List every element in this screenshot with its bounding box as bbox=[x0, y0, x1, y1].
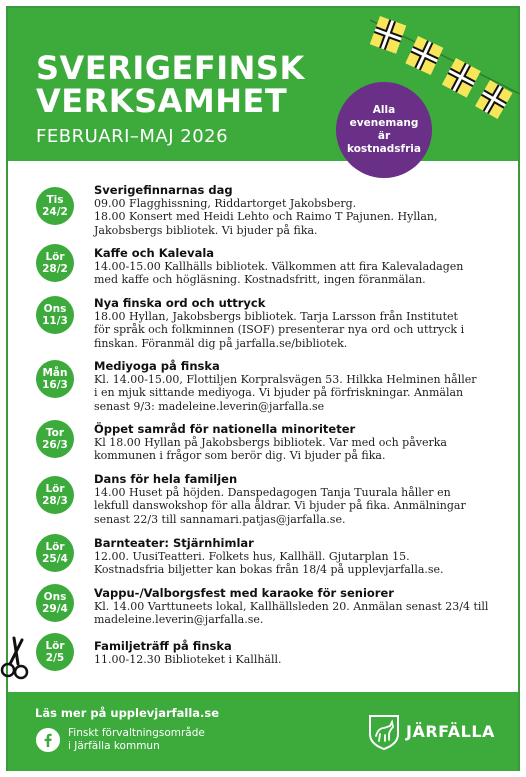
date-badge bbox=[36, 633, 74, 671]
page-subtitle: FEBRUARI–MAJ 2026 bbox=[36, 126, 229, 147]
event-description bbox=[94, 653, 494, 666]
event-line: senast 9/3: madeleine.leverin@jarfalla.se bbox=[94, 399, 325, 413]
facebook-text bbox=[68, 727, 205, 753]
date-value: 25/4 bbox=[42, 553, 68, 565]
facebook-line-2: i Järfälla kommun bbox=[68, 740, 160, 752]
date-day: Tor bbox=[45, 427, 65, 439]
date-day: Mån bbox=[42, 367, 68, 379]
event-title: Barnteater: Stjärnhimlar bbox=[94, 536, 254, 550]
date-value: 11/3 bbox=[42, 315, 68, 327]
facebook-line-1: Finskt förvaltningsområde bbox=[68, 727, 205, 739]
date-day: Tis bbox=[46, 194, 64, 206]
event-description bbox=[94, 310, 494, 350]
event-title: Sverigefinnarnas dag bbox=[94, 183, 233, 197]
facebook-icon[interactable] bbox=[36, 728, 60, 752]
date-value: 26/3 bbox=[42, 439, 68, 451]
event-line: Kl 18.00 Hyllan på Jakobsbergs bibliotek. Var med och påverka bbox=[94, 436, 447, 449]
event-line: för språk och folkminnen (ISOF) presenterar nya ord och uttryck i bbox=[94, 323, 465, 337]
jarfalla-logo-text: JÄRFÄLLA bbox=[406, 722, 495, 741]
date-day: Lör bbox=[45, 541, 65, 553]
date-badge bbox=[36, 534, 74, 572]
event-line: 18.00 Konsert med Heidi Lehto och Raimo T Pajunen. Hyllan, bbox=[94, 210, 438, 224]
event-description bbox=[94, 436, 494, 463]
title-line-2: VERKSAMHET bbox=[36, 82, 288, 120]
date-value: 24/2 bbox=[42, 206, 68, 218]
event-line: 09.00 Flagghissning, Riddartorget Jakobsberg. bbox=[94, 197, 357, 210]
event-description bbox=[94, 600, 494, 627]
event-description bbox=[94, 486, 494, 526]
event-line: 14.00-15.00 Kallhälls bibliotek. Välkommen att fira Kalevaladagen bbox=[94, 260, 464, 273]
date-value: 2/5 bbox=[45, 652, 65, 664]
date-badge bbox=[36, 360, 74, 398]
jarfalla-crest-icon bbox=[368, 714, 400, 750]
date-day: Lör bbox=[45, 640, 65, 652]
page-title bbox=[36, 49, 305, 120]
event-line: Kl. 14.00 Varttuneets lokal, Kallhällsleden 20. Anmälan senast 23/4 till bbox=[94, 600, 489, 613]
event-line: Jakobsbergs bibliotek. Vi bjuder på fika. bbox=[94, 223, 318, 237]
date-value: 29/4 bbox=[42, 603, 68, 615]
event-description bbox=[94, 550, 494, 577]
event-line: Kostnadsfria biljetter kan bokas från 18/4 på upplevjarfalla.se. bbox=[94, 563, 444, 577]
event-line: 11.00-12.30 Biblioteket i Kallhäll. bbox=[94, 653, 282, 666]
event-line: kommunen i frågor som berör dig. Vi bjuder på fika. bbox=[94, 449, 386, 463]
event-line: finskan. Föranmäl dig på jarfalla.se/bibliotek. bbox=[94, 336, 348, 350]
date-badge bbox=[36, 476, 74, 514]
event-title: Dans för hela familjen bbox=[94, 472, 238, 486]
event-line: Kl. 14.00-15.00, Flottiljen Korpralsvägen 53. Hilkka Helminen håller bbox=[94, 373, 477, 386]
event-title: Vappu-/Valborgsfest med karaoke för seniorer bbox=[94, 586, 394, 600]
event-line: madeleine.leverin@jarfalla.se. bbox=[94, 613, 264, 627]
event-title: Mediyoga på finska bbox=[94, 359, 220, 373]
date-badge bbox=[36, 420, 74, 458]
date-badge bbox=[36, 584, 74, 622]
event-line: senast 22/3 till sannamari.patjas@jarfalla.se. bbox=[94, 512, 346, 526]
date-day: Lör bbox=[45, 483, 65, 495]
event-description bbox=[94, 260, 494, 287]
event-title: Öppet samråd för nationella minoriteter bbox=[94, 422, 356, 436]
event-title: Nya finska ord och uttryck bbox=[94, 296, 266, 310]
event-line: lekfull danswokshop för alla åldrar. Vi bjuder på fika. Anmälningar bbox=[94, 499, 466, 513]
date-badge bbox=[36, 187, 74, 225]
date-day: Ons bbox=[43, 591, 67, 603]
scissors-icon bbox=[0, 636, 30, 682]
read-more-link[interactable]: Läs mer på upplevjarfalla.se bbox=[35, 706, 220, 720]
event-title: Kaffe och Kalevala bbox=[94, 246, 215, 260]
footer-banner bbox=[8, 692, 518, 771]
event-line: med kaffe och högläsning. Kostnadsfritt, ingen föranmälan. bbox=[94, 273, 426, 287]
event-description bbox=[94, 197, 494, 237]
date-day: Ons bbox=[43, 303, 67, 315]
date-value: 16/3 bbox=[42, 379, 68, 391]
event-line: 12.00. UusiTeatteri. Folkets hus, Kallhäll. Gjutarplan 15. bbox=[94, 550, 410, 563]
free-events-badge: Alla evenemang är kostnadsfria bbox=[336, 82, 432, 178]
title-line-1: SVERIGEFINSK bbox=[36, 49, 305, 87]
date-value: 28/2 bbox=[42, 263, 68, 275]
event-line: 14.00 Huset på höjden. Danspedagogen Tanja Tuurala håller en bbox=[94, 486, 451, 499]
date-badge bbox=[36, 296, 74, 334]
event-title: Familjeträff på finska bbox=[94, 639, 232, 653]
event-description bbox=[94, 373, 494, 413]
event-line: i en mjuk sittande mediyoga. Vi bjuder på förfriskningar. Anmälan bbox=[94, 386, 464, 400]
date-day: Lör bbox=[45, 251, 65, 263]
date-badge bbox=[36, 244, 74, 282]
event-line: 18.00 Hyllan, Jakobsbergs bibliotek. Tarja Larsson från Institutet bbox=[94, 310, 458, 323]
date-value: 28/3 bbox=[42, 495, 68, 507]
